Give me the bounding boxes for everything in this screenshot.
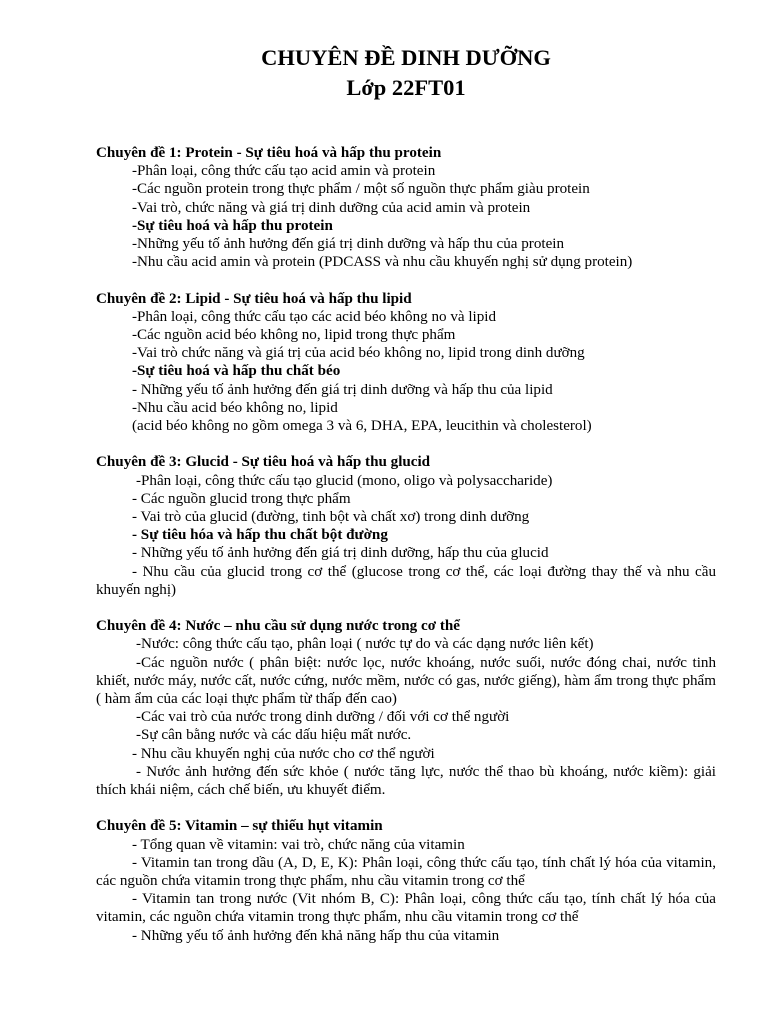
list-item: -Vai trò, chức năng và giá trị dinh dưỡng của acid amin và protein	[132, 199, 531, 216]
list-item: -Những yếu tố ảnh hưởng đến giá trị dinh dưỡng và hấp thu của protein	[132, 236, 565, 253]
list-item: -Các nguồn protein trong thực phẩm / một số nguồn thực phẩm giàu protein	[132, 181, 590, 198]
list-item: - Tổng quan về vitamin: vai trò, chức năng của vitamin	[132, 836, 465, 853]
list-item: - Những yếu tố ảnh hưởng đến giá trị dinh dưỡng và hấp thu của lipid	[132, 381, 553, 398]
section-protein	[96, 144, 716, 271]
section-heading: Chuyên đề 3: Glucid - Sự tiêu hoá và hấp thu glucid	[96, 454, 431, 471]
list-item: -Các nguồn acid béo không no, lipid trong thực phẩm	[132, 327, 456, 344]
list-item: - Các nguồn glucid trong thực phẩm	[132, 490, 351, 507]
list-item: - Nhu cầu khuyến nghị của nước cho cơ thể người	[132, 745, 435, 762]
list-item: - Vitamin tan trong nước (Vit nhóm B, C): Phân loại, công thức cấu tạo, tính chất lý hóa của vitamin, các nguồn chứa vitamin trong thực phẩm, nhu cầu vitamin trong cơ thể	[96, 891, 716, 926]
list-item: -Sự tiêu hoá và hấp thu chất béo	[132, 363, 341, 380]
list-item: -Các nguồn nước ( phân biệt: nước lọc, nước khoáng, nước suối, nước đóng chai, nước tinh khiết, nước máy, nước cất, nước cứng, nước mềm, nước có gas, nước giếng), hàm ẩm trong thực phẩm ( hàm ẩm của các loại thực phẩm từ thấp đến cao)	[96, 654, 716, 708]
document-title: CHUYÊN ĐỀ DINH DƯỠNG	[261, 45, 551, 70]
list-item: - Những yếu tố ảnh hưởng đến giá trị dinh dưỡng, hấp thu của glucid	[132, 545, 549, 562]
list-item: -Phân loại, công thức cấu tạo glucid (mono, oligo và polysaccharide)	[136, 472, 553, 489]
list-item: - Những yếu tố ảnh hưởng đến khả năng hấp thu của vitamin	[132, 927, 500, 944]
section-glucid	[96, 453, 716, 599]
list-item: - Sự tiêu hóa và hấp thu chất bột đường	[132, 527, 388, 544]
document-body	[96, 144, 716, 963]
section-heading: Chuyên đề 1: Protein - Sự tiêu hoá và hấp thu protein	[96, 145, 442, 161]
section-heading: Chuyên đề 2: Lipid - Sự tiêu hoá và hấp thu lipid	[96, 290, 412, 307]
list-item: -Phân loại, công thức cấu tạo acid amin và protein	[132, 163, 436, 180]
document-subtitle: Lớp 22FT01	[346, 75, 466, 100]
list-item: (acid béo không no gồm omega 3 và 6, DHA, EPA, leucithin và cholesterol)	[132, 418, 592, 435]
list-item: - Vai trò của glucid (đường, tinh bột và chất xơ) trong dinh dưỡng	[132, 509, 530, 526]
list-item: - Nhu cầu của glucid trong cơ thể (glucose trong cơ thể, các loại đường thay thế và nhu cầu khuyến nghị)	[96, 563, 716, 598]
list-item: -Các vai trò của nước trong dinh dưỡng / đối với cơ thể người	[136, 709, 510, 726]
list-item: - Nước ảnh hưởng đến sức khỏe ( nước tăng lực, nước thể thao bù khoáng, nước kiềm): giải thích khái niệm, cách chế biến, ưu khuyết điểm.	[96, 763, 716, 799]
list-item: -Sự tiêu hoá và hấp thu protein	[132, 217, 333, 234]
section-lipid	[96, 290, 716, 436]
list-item: -Phân loại, công thức cấu tạo các acid béo không no và lipid	[132, 308, 497, 325]
list-item: - Vitamin tan trong dầu (A, D, E, K): Phân loại, công thức cấu tạo, tính chất lý hóa của vitamin, các nguồn chứa vitamin trong thực phẩm, nhu cầu vitamin trong cơ thể	[96, 854, 716, 890]
list-item: -Vai trò chức năng và giá trị của acid béo không no, lipid trong dinh dưỡng	[132, 345, 585, 362]
section-heading: Chuyên đề 5: Vitamin – sự thiếu hụt vitamin	[96, 818, 383, 835]
section-vitamin	[96, 817, 716, 944]
section-heading: Chuyên đề 4: Nước – nhu cầu sử dụng nước trong cơ thể	[96, 618, 460, 635]
list-item: -Sự cân bằng nước và các dấu hiệu mất nước.	[136, 727, 412, 744]
list-item: -Nhu cầu acid béo không no, lipid	[132, 399, 338, 416]
list-item: -Nước: công thức cấu tạo, phân loại ( nước tự do và các dạng nước liên kết)	[136, 636, 594, 653]
list-item: -Nhu cầu acid amin và protein (PDCASS và nhu cầu khuyến nghị sử dụng protein)	[132, 254, 633, 271]
section-water	[96, 617, 716, 799]
